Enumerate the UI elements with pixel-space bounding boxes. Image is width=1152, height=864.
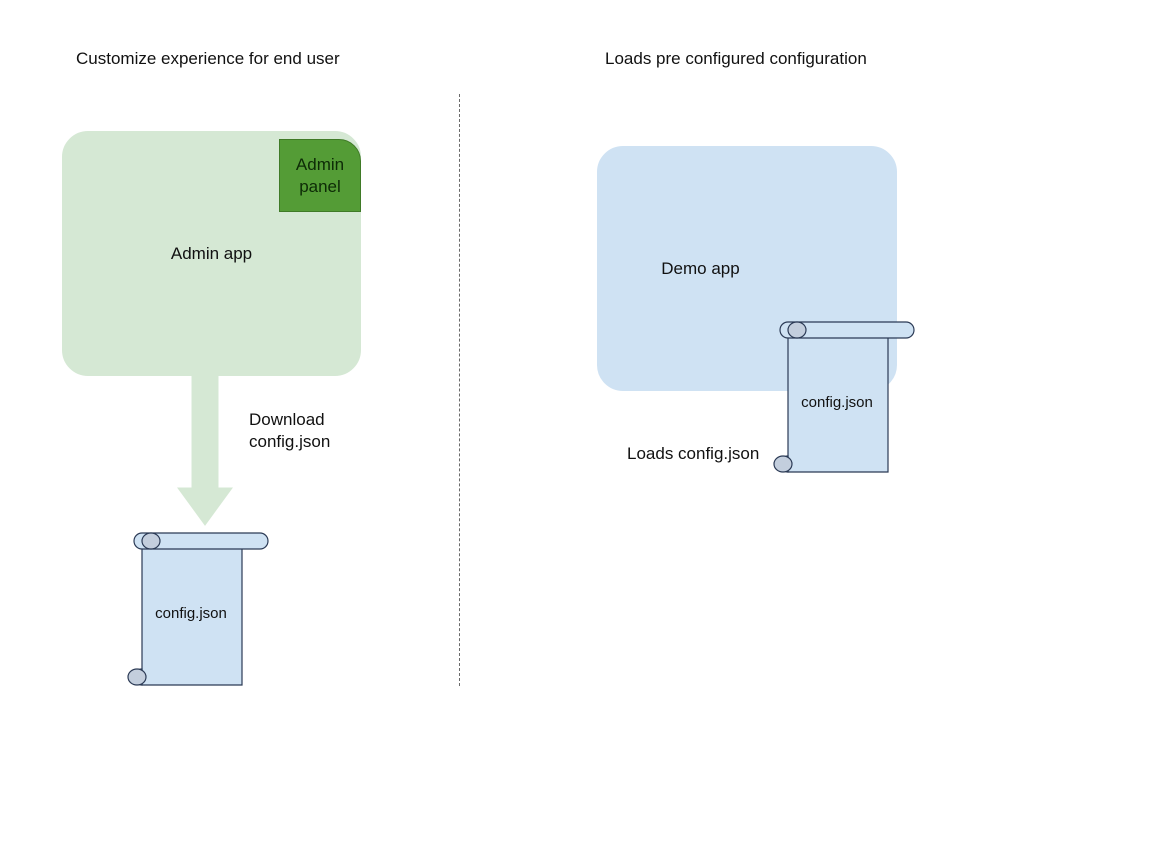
- demo-app-label: Demo app: [661, 259, 740, 278]
- admin-panel-label-line2: panel: [299, 176, 341, 196]
- download-arrow: [170, 370, 240, 530]
- download-arrow-label-line2: config.json: [249, 432, 331, 451]
- download-arrow-label: [249, 409, 330, 453]
- config-document-right[interactable]: [766, 314, 916, 479]
- config-document-right-label: config.json: [801, 394, 873, 411]
- left-column-caption: Customize experience for end user: [76, 49, 340, 68]
- column-divider: [459, 94, 460, 686]
- admin-panel-label-line1: Admin: [295, 154, 345, 174]
- admin-app-label: Admin app: [170, 244, 253, 263]
- download-arrow-label-line1: Download: [249, 410, 325, 429]
- admin-panel-button[interactable]: [279, 139, 361, 212]
- config-document-left-label: config.json: [155, 605, 227, 622]
- config-document-left[interactable]: [120, 525, 270, 690]
- right-column-caption: Loads pre configured configuration: [605, 49, 867, 68]
- loads-config-note: Loads config.json: [627, 444, 760, 463]
